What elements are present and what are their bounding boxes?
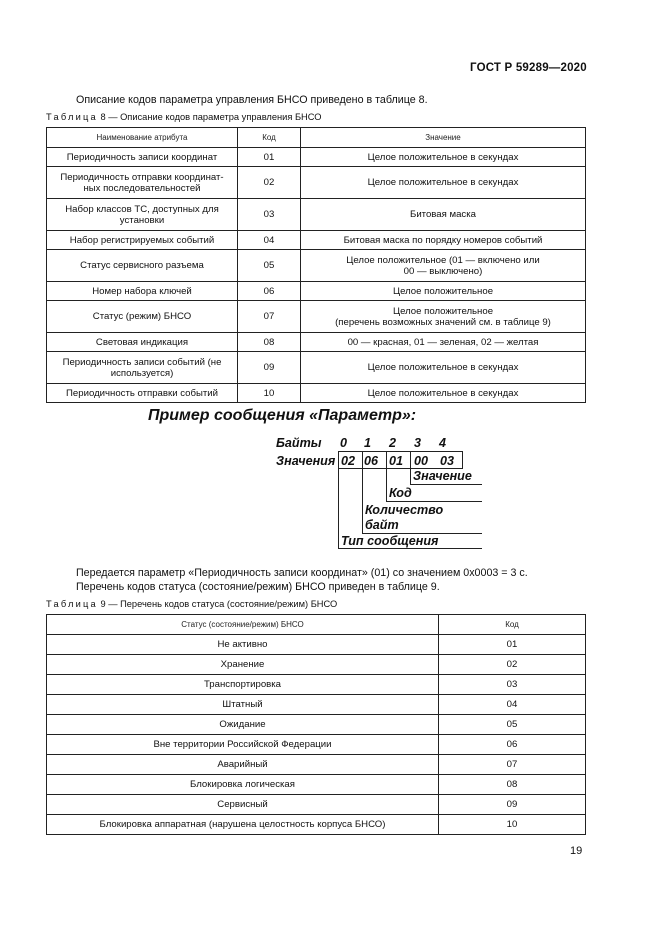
table9-row (47, 675, 586, 695)
table8-cell-code: 08 (238, 333, 301, 352)
type-bracket-left (338, 468, 339, 549)
box-top-line (338, 451, 463, 452)
table8-cell-value: Битовая маска по порядку номеров событий (301, 231, 586, 250)
byte-index-1: 1 (364, 436, 372, 450)
value-byte-4: 03 (440, 454, 455, 468)
table9-header-status: Статус (состояние/режим) БНСО (47, 615, 439, 635)
table8-cell-code: 01 (238, 148, 301, 167)
value-byte-0: 02 (341, 454, 356, 468)
table8-cell-value: Целое положительное в секундах (301, 384, 586, 403)
table8-header-value: Значение (301, 128, 586, 148)
code-bracket-left (386, 468, 387, 502)
bytes-label: Байты (276, 436, 322, 450)
table9-cell-code: 04 (439, 695, 586, 715)
byte-index-2: 2 (389, 436, 397, 450)
table9-row (47, 815, 586, 835)
table8-row (47, 282, 586, 301)
table9-row (47, 755, 586, 775)
byte-index-0: 0 (340, 436, 348, 450)
byte-index-3: 3 (414, 436, 422, 450)
table8-cell-code: 10 (238, 384, 301, 403)
table8-caption-text: 8 — Описание кодов параметра управления БНСО (97, 112, 322, 122)
table9-cell-status: Транспортировка (47, 675, 439, 695)
annotation-count-2: байт (365, 518, 399, 532)
table9-caption (46, 599, 337, 609)
table8-cell-name: Периодичность отправки событий (47, 384, 238, 403)
table8-caption (46, 112, 322, 122)
table8-cell-name: Номер набора ключей (47, 282, 238, 301)
after-example-line-1: Передается параметр «Периодичность записи координат» (01) со значением 0x0003 = 3 с. (76, 567, 528, 579)
table9-cell-code: 05 (439, 715, 586, 735)
table9-cell-status: Вне территории Российской Федерации (47, 735, 439, 755)
table8-cell-value: Целое положительное (301, 282, 586, 301)
table8-cell-value: Целое положительное в секундах (301, 352, 586, 384)
table8-header-code: Код (238, 128, 301, 148)
box-left-line (338, 451, 339, 469)
table9-cell-code: 09 (439, 795, 586, 815)
table8-cell-code: 06 (238, 282, 301, 301)
table8-row (47, 384, 586, 403)
annotation-count-1: Количество (365, 503, 444, 517)
table8-cell-code: 03 (238, 199, 301, 231)
table8-row (47, 231, 586, 250)
table8-row (47, 148, 586, 167)
table8-cell-code: 02 (238, 167, 301, 199)
table8-row (47, 199, 586, 231)
document-id: ГОСТ Р 59289—2020 (470, 62, 587, 74)
table8-row (47, 167, 586, 199)
table9-cell-status: Аварийный (47, 755, 439, 775)
table8-cell-name: Набор регистрируемых событий (47, 231, 238, 250)
table9-cell-status: Хранение (47, 655, 439, 675)
table9-cell-code: 02 (439, 655, 586, 675)
value-byte-3: 00 (414, 454, 429, 468)
table8-cell-name: Набор классов ТС, доступных для установки (47, 199, 238, 231)
table8-cell-name: Периодичность записи координат (47, 148, 238, 167)
table8-cell-value: Целое положительное (перечень возможных значений см. в таблице 9) (301, 301, 586, 333)
table8-header-name: Наименование атрибута (47, 128, 238, 148)
table8-cell-code: 09 (238, 352, 301, 384)
type-bracket-line (338, 548, 482, 549)
after-example-line-2: Перечень кодов статуса (состояние/режим) БНСО приведен в таблице 9. (76, 581, 440, 593)
table9-header-code: Код (439, 615, 586, 635)
table9-cell-status: Сервисный (47, 795, 439, 815)
intro-paragraph: Описание кодов параметра управления БНСО приведено в таблице 8. (76, 94, 428, 106)
table8-row (47, 250, 586, 282)
value-bracket-line (410, 484, 482, 485)
value-byte-2: 01 (389, 454, 404, 468)
table8-cell-name: Статус (режим) БНСО (47, 301, 238, 333)
table8-cell-name: Световая индикация (47, 333, 238, 352)
table9-row (47, 795, 586, 815)
annotation-code: Код (389, 486, 412, 500)
byte-index-4: 4 (439, 436, 447, 450)
table9-cell-code: 06 (439, 735, 586, 755)
table8-cell-value: Битовая маска (301, 199, 586, 231)
table9-cell-status: Штатный (47, 695, 439, 715)
table9-row (47, 715, 586, 735)
table8-header-row (47, 128, 586, 148)
table9-cell-status: Ожидание (47, 715, 439, 735)
table8-caption-word: Таблица (46, 112, 98, 122)
table9-row (47, 655, 586, 675)
table8-row (47, 352, 586, 384)
example-title: Пример сообщения «Параметр»: (148, 407, 417, 424)
table9-row (47, 775, 586, 795)
box-divider-3 (410, 451, 411, 469)
table9-row (47, 695, 586, 715)
table-8 (46, 127, 586, 403)
table9-cell-code: 08 (439, 775, 586, 795)
values-label: Значения (276, 454, 336, 468)
table8-cell-value: Целое положительное в секундах (301, 167, 586, 199)
table8-cell-code: 05 (238, 250, 301, 282)
table9-cell-code: 01 (439, 635, 586, 655)
table8-cell-name: Периодичность записи событий (не используется) (47, 352, 238, 384)
table9-caption-text: 9 — Перечень кодов статуса (состояние/режим) БНСО (97, 599, 338, 609)
code-bracket-line (386, 501, 482, 502)
table9-row (47, 635, 586, 655)
table9-cell-code: 10 (439, 815, 586, 835)
box-divider-1 (362, 451, 363, 469)
table8-cell-name: Периодичность отправки координат- ных последовательностей (47, 167, 238, 199)
table9-cell-status: Не активно (47, 635, 439, 655)
table8-cell-value: Целое положительное (01 — включено или 00 — выключено) (301, 250, 586, 282)
table9-cell-code: 07 (439, 755, 586, 775)
annotation-value: Значение (413, 469, 472, 483)
table9-caption-word: Таблица (46, 599, 98, 609)
table8-cell-code: 04 (238, 231, 301, 250)
box-divider-2 (386, 451, 387, 469)
page-number: 19 (570, 845, 583, 857)
value-bracket-left (410, 468, 411, 485)
table9-cell-status: Блокировка логическая (47, 775, 439, 795)
table8-cell-code: 07 (238, 301, 301, 333)
table8-row (47, 333, 586, 352)
table9-header-row (47, 615, 586, 635)
table8-row (47, 301, 586, 333)
table8-cell-value: 00 — красная, 01 — зеленая, 02 — желтая (301, 333, 586, 352)
table8-cell-value: Целое положительное в секундах (301, 148, 586, 167)
value-byte-1: 06 (364, 454, 379, 468)
box-right-line (462, 451, 463, 469)
table8-cell-name: Статус сервисного разъема (47, 250, 238, 282)
table-9 (46, 614, 586, 835)
table9-row (47, 735, 586, 755)
annotation-type: Тип сообщения (341, 534, 439, 548)
table9-cell-status: Блокировка аппаратная (нарушена целостность корпуса БНСО) (47, 815, 439, 835)
count-bracket-left (362, 468, 363, 534)
table9-cell-code: 03 (439, 675, 586, 695)
